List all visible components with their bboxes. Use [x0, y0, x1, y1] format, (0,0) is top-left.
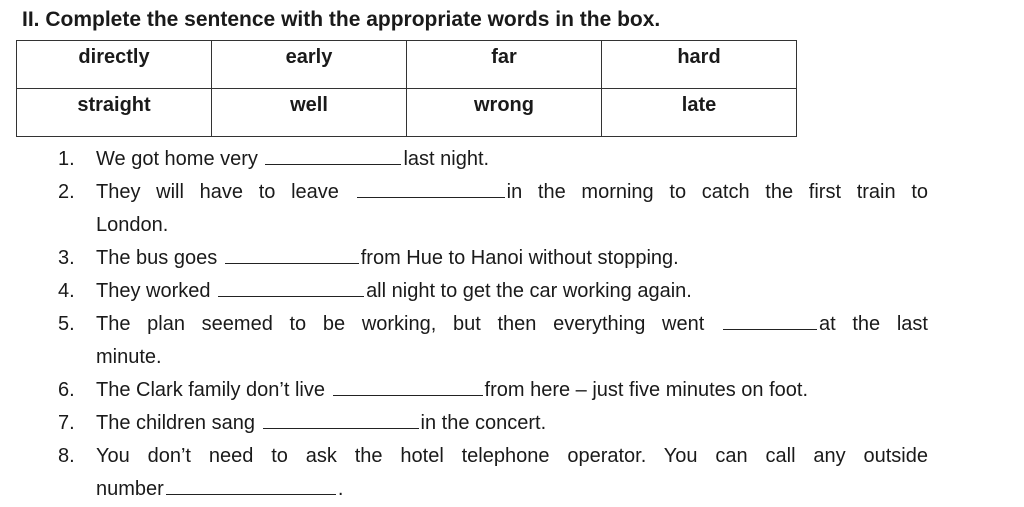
sentence-text: in the morning to catch the first train to: [506, 181, 928, 203]
sentence-text: in the concert.: [420, 412, 547, 434]
item-number: 6.: [58, 379, 75, 401]
sentence-text: The children sang: [96, 412, 261, 434]
sentence-text: The Clark family don’t live: [96, 379, 331, 401]
sentence-text-continued: minute.: [96, 346, 162, 368]
sentence-text-continued: number: [96, 478, 164, 500]
sentence-text: We got home very: [96, 148, 264, 170]
item-number: 8.: [58, 445, 75, 467]
sentence-6: [58, 374, 928, 407]
sentence-7: [58, 407, 928, 440]
answer-blank[interactable]: [333, 375, 483, 396]
sentence-8: [58, 440, 928, 506]
word-cell: far: [407, 41, 602, 89]
word-box-row: [17, 89, 797, 137]
sentence-line: [96, 308, 928, 341]
item-number: 3.: [58, 247, 75, 269]
word-cell: late: [602, 89, 797, 137]
sentence-line: [96, 473, 928, 506]
sentence-3: [58, 242, 928, 275]
sentence-text: from here – just five minutes on foot.: [484, 379, 809, 401]
answer-blank[interactable]: [723, 309, 817, 330]
item-number: 2.: [58, 181, 75, 203]
sentence-text: .: [337, 478, 344, 500]
word-cell: early: [212, 41, 407, 89]
item-number: 1.: [58, 148, 75, 170]
sentence-text: You don’t need to ask the hotel telephone operator. You can call any outside: [96, 445, 928, 467]
sentence-text: The plan seemed to be working, but then everything went: [96, 313, 721, 335]
sentence-line: [96, 176, 928, 209]
word-cell: well: [212, 89, 407, 137]
exercise-title: II. Complete the sentence with the appropriate words in the box.: [22, 8, 661, 31]
word-cell: directly: [17, 41, 212, 89]
sentence-text: The bus goes: [96, 247, 223, 269]
answer-blank[interactable]: [218, 276, 364, 297]
sentence-2: [58, 176, 928, 242]
sentence-text: last night.: [403, 148, 490, 170]
sentence-5: [58, 308, 928, 374]
word-cell: straight: [17, 89, 212, 137]
sentence-text: They worked: [96, 280, 217, 302]
sentence-1: [58, 143, 928, 176]
sentence-text: at the last: [819, 313, 928, 335]
sentence-text: from Hue to Hanoi without stopping.: [360, 247, 679, 269]
word-box: [16, 40, 797, 137]
answer-blank[interactable]: [225, 243, 359, 264]
word-box-row: [17, 41, 797, 89]
sentence-text-continued: London.: [96, 214, 169, 236]
sentence-list: [58, 143, 928, 506]
item-number: 4.: [58, 280, 75, 302]
sentence-4: [58, 275, 928, 308]
answer-blank[interactable]: [263, 408, 419, 429]
sentence-text: all night to get the car working again.: [366, 280, 692, 302]
item-number: 5.: [58, 313, 75, 335]
answer-blank[interactable]: [166, 474, 336, 495]
answer-blank[interactable]: [265, 144, 401, 165]
word-cell: hard: [602, 41, 797, 89]
item-number: 7.: [58, 412, 75, 434]
word-cell: wrong: [407, 89, 602, 137]
sentence-text: They will have to leave: [96, 181, 355, 203]
answer-blank[interactable]: [357, 177, 505, 198]
